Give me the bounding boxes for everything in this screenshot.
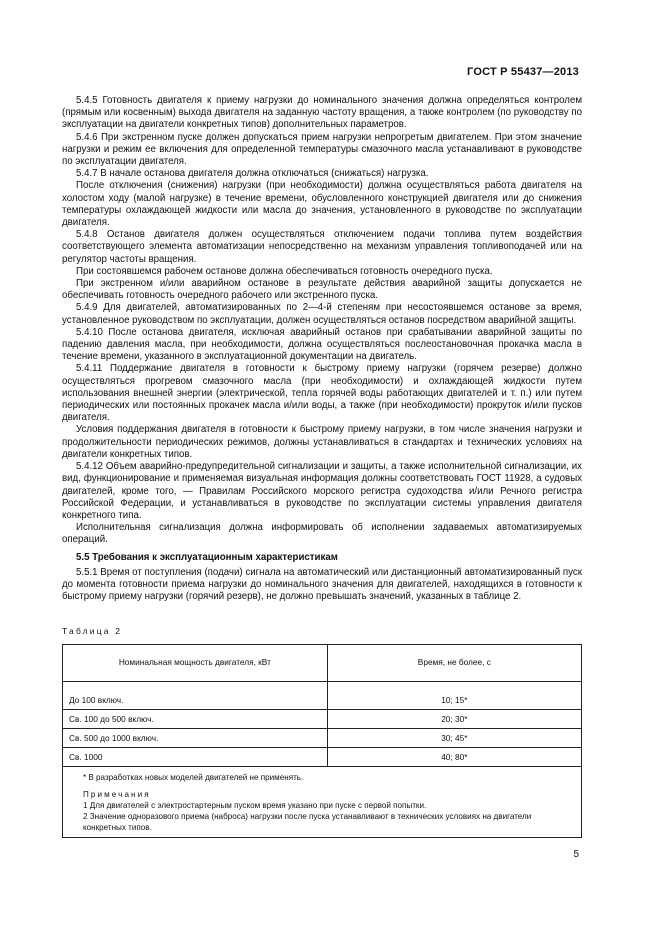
paragraph: 5.4.7 В начале останова двигателя должна отключаться (снижаться) нагрузка. [76, 168, 429, 180]
table-row [63, 681, 582, 709]
paragraph: 5.5.1 Время от поступления (подачи) сигнала на автоматический или дистанционный автоматизированный пуск до момента готовности приема нагрузки до номинального значения для двигателей, находящихся в готовности к быстрому приему нагрузки (горячий резерв), не должно превышать значений, указанных в таблице 2. [62, 566, 582, 603]
power-cell: До 100 включ. [63, 681, 328, 709]
table-row [63, 748, 582, 767]
table-row [63, 728, 582, 747]
paragraph: После отключения (снижения) нагрузки (при необходимости) должна осуществляться работа двигателя на холостом ходу (малой нагрузке) в течение времени, обусловленного конструкцией двигателя или до снижения температуры охлаждающей жидкости или масла до значения, установленного в руководстве по эксплуатации двигателя. [62, 180, 582, 229]
time-cell: 10; 15* [327, 681, 581, 709]
paragraph: При экстренном и/или аварийном останове в результате действия аварийной защиты допускается не обеспечивать готовность очередного рабочего или экстренного пуска. [62, 278, 582, 302]
power-cell: Св. 500 до 1000 включ. [63, 728, 328, 747]
paragraph: Условия поддержания двигателя в готовности к быстрому приему нагрузки, в том числе значения нагрузки и продолжительности периодических режимов, должны устанавливаться в стандартах и технических условиях на двигатели конкретных типов. [62, 424, 582, 460]
power-time-table [62, 644, 582, 839]
table-header-row [63, 644, 582, 681]
paragraph: 5.4.11 Поддержание двигателя в готовности к быстрому приему нагрузки (горячем резерве) должно осуществляться прогревом смазочного масла (при необходимости) и охлаждающей жидкости путем использования внешней энергии (электрической, тепла горячей воды работающих двигателей и т. п.) или путем периодических или постоянных прокачек масла и/или воды, а также (при необходимости) прокруток и/или пусков двигателя. [62, 363, 582, 424]
page-number: 5 [573, 849, 579, 860]
time-cell: 40; 80* [327, 748, 581, 767]
paragraph: 5.4.9 Для двигателей, автоматизированных по 2—4-й степеням при несостоявшемся останове за время, установленное руководством по эксплуатации, должен осуществляться останов посредством аварийной защиты. [62, 302, 582, 326]
paragraph: 5.4.12 Объем аварийно-предупредительной сигнализации и защиты, а также исполнительной сигнализации, их вид, функционирование и применяемая визуальная информация должны соответствовать ГОСТ 11928, а судовых двигателей, кроме того, — Правилам Российского морского регистра судоходства и/или Речного регистра Российской Федерации, и устанавливаться в руководстве по эксплуатации системы управления двигателя конкретного типа. [62, 461, 582, 521]
power-cell: Св. 1000 [63, 748, 328, 767]
paragraph: Исполнительная сигнализация должна информировать об исполнении задаваемых автоматизируемых операций. [62, 522, 582, 546]
notes-heading: Примечания [83, 790, 151, 800]
document-header: ГОСТ Р 55437—2013 [467, 66, 579, 78]
paragraph: 5.4.5 Готовность двигателя к приему нагрузки до номинального значения должна определяться контролем (прямым или косвенным) выхода двигателя на заданную частоту вращения, а также контролем (по руководству по эксплуатации на двигатели конкретных типов) дополнительных параметров. [62, 95, 582, 131]
power-cell: Св. 100 до 500 включ. [63, 709, 328, 728]
paragraph: При состоявшемся рабочем останове должна обеспечиваться готовность очередного пуска. [76, 265, 493, 277]
note-item: 1 Для двигателей с электростартерным пуском время указано при пуске с первой попытки. [83, 800, 427, 810]
table-notes-row [63, 767, 582, 838]
column-header-power: Номинальная мощность двигателя, кВт [63, 644, 328, 681]
paragraph: 5.4.6 При экстренном пуске должен допускаться прием нагрузки непрогретым двигателем. При этом значение нагрузки и режим ее включения для определенной температуры смазочного масла устанавливают в руководстве по эксплуатации двигателя. [62, 131, 582, 168]
table-notes [63, 767, 582, 838]
time-cell: 30; 45* [327, 728, 581, 747]
table-row [63, 709, 582, 728]
section-title: 5.5 Требования к эксплуатационным характеристикам [76, 551, 338, 563]
paragraph: 5.4.10 После останова двигателя, исключая аварийный останов при срабатывании аварийной защиты по падению давления масла, при необходимости, должна осуществляться послеостановочная прокачка масла в течение времени, указанного в эксплуатационной документации на двигатель. [62, 326, 582, 363]
paragraph: 5.4.8 Останов двигателя должен осуществляться отключением подачи топлива путем воздействия соответствующего элемента автоматизации непосредственно на механизм управления топливоподачей или на регулятор частоты вращения. [62, 229, 582, 265]
column-header-time: Время, не более, с [327, 644, 581, 681]
note-item: 2 Значение одноразового приема (наброса) нагрузки после пуска устанавливают в технических условиях на двигатели конкретных типов. [83, 811, 532, 832]
table-footnote: * В разработках новых моделей двигателей не применять. [83, 773, 304, 783]
document-body [62, 95, 582, 838]
time-cell: 20; 30* [327, 709, 581, 728]
table-caption: Таблица 2 [62, 626, 123, 637]
